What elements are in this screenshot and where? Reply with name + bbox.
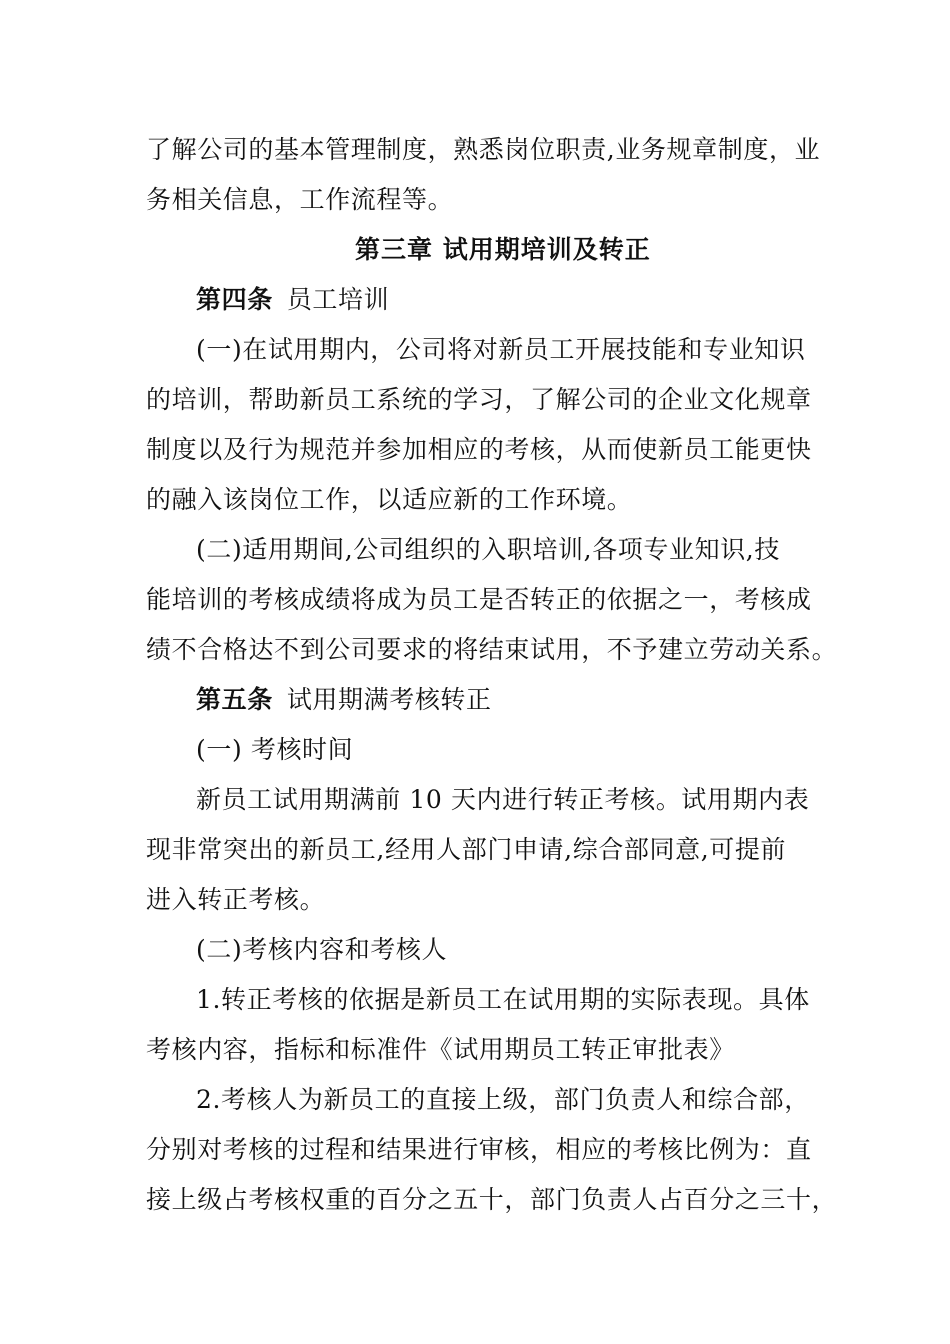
article-4-label: 第四条 <box>196 285 273 314</box>
article-5-sub-1-heading: (一) 考核时间 <box>196 735 354 764</box>
intro-line-1: 了解公司的基本管理制度，熟悉岗位职责,业务规章制度，业 <box>146 135 821 164</box>
article-5-point-2-line-1: 2.考核人为新员工的直接上级，部门负责人和综合部， <box>196 1085 810 1114</box>
chapter-heading: 第三章 试用期培训及转正 <box>355 235 651 264</box>
article-5-point-1-line-2: 考核内容，指标和标准件《试用期员工转正审批表》 <box>146 1035 735 1064</box>
article-4-item-1-line-4: 的融入该岗位工作，以适应新的工作环境。 <box>146 485 633 514</box>
article-4-title: 员工培训 <box>286 285 390 314</box>
article-5-label: 第五条 <box>196 685 273 714</box>
article-5-point-1-line-1: 1.转正考核的依据是新员工在试用期的实际表现。具体 <box>196 985 810 1014</box>
article-4-item-1-line-3: 制度以及行为规范并参加相应的考核，从而使新员工能更快 <box>146 435 812 464</box>
article-5-heading <box>196 684 492 716</box>
article-5-sub-1-line-3: 进入转正考核。 <box>146 885 326 914</box>
article-4-item-1-line-2: 的培训，帮助新员工系统的学习，了解公司的企业文化规章 <box>146 385 812 414</box>
article-5-title: 试用期满考核转正 <box>286 685 492 714</box>
article-5-point-2-line-2: 分别对考核的过程和结果进行审核，相应的考核比例为：直 <box>146 1135 812 1164</box>
article-4-item-2-line-1: (二)适用期间,公司组织的入职培训,各项专业知识,技 <box>196 535 780 564</box>
article-5-sub-1-line-1: 新员工试用期满前 10 天内进行转正考核。试用期内表 <box>196 785 810 814</box>
article-5-point-2-line-3: 接上级占考核权重的百分之五十，部门负责人占百分之三十， <box>146 1185 838 1214</box>
article-5-sub-2-heading: (二)考核内容和考核人 <box>196 935 448 964</box>
article-4-heading <box>196 284 389 316</box>
article-4-item-2-line-2: 能培训的考核成绩将成为员工是否转正的依据之一，考核成 <box>146 585 812 614</box>
article-4-item-2-line-3: 绩不合格达不到公司要求的将结束试用，不予建立劳动关系。 <box>146 635 838 664</box>
intro-line-2: 务相关信息，工作流程等。 <box>146 185 454 214</box>
article-5-sub-1-line-2: 现非常突出的新员工,经用人部门申请,综合部同意,可提前 <box>146 835 787 864</box>
article-4-item-1-line-1: (一)在试用期内，公司将对新员工开展技能和专业知识 <box>196 335 806 364</box>
